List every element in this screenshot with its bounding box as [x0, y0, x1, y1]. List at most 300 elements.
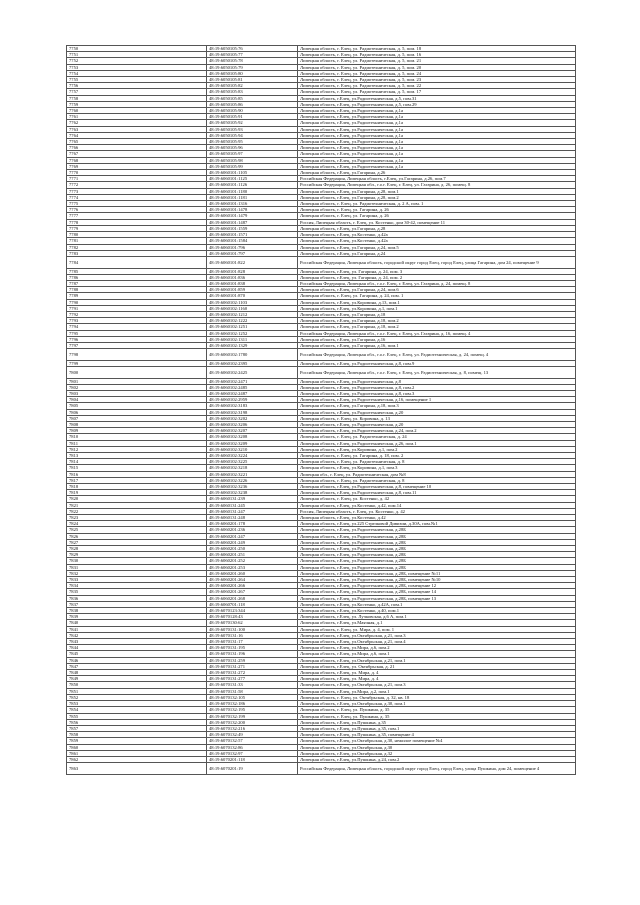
address-cell: Липецкая область, г.Елец, ул.Коровина, д.13, пом.1 [298, 299, 576, 305]
address-cell: Липецкая область, г.Елец, ул.Радиотехническая, д.28Б [298, 564, 576, 570]
row-number-cell: 7769 [67, 163, 207, 169]
row-number-cell: 7793 [67, 318, 207, 324]
row-number-cell: 7831 [67, 564, 207, 570]
address-cell: Липецкая область, г.Елец, ул.Радиотехническая, д.1а [298, 120, 576, 126]
address-cell: Липецкая область, г.Елец, ул.Гагарина, д.26 [298, 170, 576, 176]
cadastral-number-cell: 48:19:6060102:1212 [207, 311, 298, 317]
cadastral-number-cell: 48:19:6060102:2425 [207, 366, 298, 378]
address-cell: Липецкая область, г.Елец, ул.Радиотехническая, д.20 [298, 421, 576, 427]
row-number-cell: 7804 [67, 397, 207, 403]
row-number-cell: 7805 [67, 403, 207, 409]
cadastral-number-cell: 48:19:6060201:247 [207, 533, 298, 539]
address-cell: Липецкая область, г. Елец, ул. Пушкина, д. 35 [298, 713, 576, 719]
address-cell: Липецкая область, г.Елец, ул.Радиотехническая, д.20 [298, 409, 576, 415]
row-number-cell: 7779 [67, 225, 207, 231]
row-number-cell: 7811 [67, 440, 207, 446]
cadastral-number-cell: 48:19:6070131:100 [207, 626, 298, 632]
cadastral-number-cell: 48:19:6060101:1126 [207, 182, 298, 188]
address-cell: Липецкая область, г. Елец, ул. Радиотехническая, д. 5, пом. 21 [298, 58, 576, 64]
cadastral-number-cell: 48:19:6060102:3225 [207, 459, 298, 465]
cadastral-number-cell: 48:19:6050105:93 [207, 126, 298, 132]
cadastral-number-cell: 48:19:6060102:3206 [207, 421, 298, 427]
cadastral-number-cell: 48:19:6060102:3218 [207, 465, 298, 471]
cadastral-number-cell: 48:19:6070201:118 [207, 756, 298, 762]
cadastral-number-cell: 48:19:6050105:83 [207, 89, 298, 95]
cadastral-number-cell: 48:19:6060101:870 [207, 293, 298, 299]
row-number-cell: 7861 [67, 750, 207, 756]
row-number-cell: 7763 [67, 126, 207, 132]
cadastral-number-cell: 48:19:6060101:838 [207, 280, 298, 286]
row-number-cell: 7750 [67, 46, 207, 52]
cadastral-number-cell: 48:19:6060201:250 [207, 546, 298, 552]
cadastral-number-cell: 48:19:6070131:272 [207, 670, 298, 676]
row-number-cell: 7778 [67, 219, 207, 225]
cadastral-number-cell: 48:19:6050105:99 [207, 163, 298, 169]
address-cell: Липецкая область, г.Елец, ул.Коровина, д.1, пом.1 [298, 305, 576, 311]
row-number-cell: 7847 [67, 663, 207, 669]
row-number-cell: 7798 [67, 349, 207, 361]
cadastral-number-cell: 48:19:6060101:797 [207, 250, 298, 256]
address-cell: Липецкая область, г.Елец, ул.Радиотехническая, д.1а [298, 132, 576, 138]
address-cell: Липецкая область, г. Елец, ул. Радиотехническая, д. 5, пом. 16 [298, 52, 576, 58]
address-cell: Липецкая область, г.Елец, ул.Гагарина, д.16 [298, 336, 576, 342]
address-cell: Липецкая область, г.Елец, ул.Радиотехническая, д.8, пом.11 [298, 490, 576, 496]
row-number-cell: 7845 [67, 651, 207, 657]
row-number-cell: 7863 [67, 763, 207, 775]
row-number-cell: 7766 [67, 145, 207, 151]
row-number-cell: 7754 [67, 70, 207, 76]
address-cell: Липецкая область, г.Елец, ул.Гагарина, д.18, пом.2 [298, 324, 576, 330]
row-number-cell: 7775 [67, 201, 207, 207]
row-number-cell: 7801 [67, 378, 207, 384]
cadastral-number-cell: 48:19:6060101:796 [207, 244, 298, 250]
address-cell: Липецкая область, г.Елец, ул.Гагарина, д.16, пом.1 [298, 342, 576, 348]
table-row [67, 256, 576, 268]
row-number-cell: 7777 [67, 213, 207, 219]
row-number-cell: 7767 [67, 151, 207, 157]
address-cell: Российская Федерация, Липецкая обл., г.о.г. Елец, г. Елец, ул. Гагарина, д. 24, помещ. 8 [298, 280, 576, 286]
address-cell: Липецкая область, г.Елец, ул.Пушкина, д.35 [298, 719, 576, 725]
cadastral-number-cell: 48:19:6060102:2487 [207, 390, 298, 396]
row-number-cell: 7818 [67, 483, 207, 489]
address-cell: Липецкая область, г.Елец, ул.Радиотехническая, д.28Б [298, 558, 576, 564]
cadastral-number-cell: 48:19:6070131:277 [207, 676, 298, 682]
cadastral-number-cell: 48:19:6060102:2471 [207, 378, 298, 384]
address-cell: Липецкая область, г.Елец, ул.Радиотехническая, д.28Б, помещение 13 [298, 595, 576, 601]
address-cell: Липецкая область, г.Елец, ул.Радиотехническая, д.8 [298, 378, 576, 384]
cadastral-number-cell: 48:19:6060102:1251 [207, 324, 298, 330]
row-number-cell: 7792 [67, 311, 207, 317]
row-number-cell: 7776 [67, 207, 207, 213]
row-number-cell: 7846 [67, 657, 207, 663]
row-number-cell: 7825 [67, 527, 207, 533]
row-number-cell: 7812 [67, 446, 207, 452]
cadastral-number-cell: 48:19:6060102:3226 [207, 477, 298, 483]
address-cell: Липецкая обл., г. Елец, ул. Радиотехническая, дом №8 [298, 471, 576, 477]
row-number-cell: 7795 [67, 330, 207, 336]
cadastral-number-cell: 48:19:6060102:1252 [207, 330, 298, 336]
cadastral-number-cell: 48:19:6060102:3183 [207, 403, 298, 409]
address-cell: Липецкая область, г.Елец, ул.Мира, д.6, пом.2 [298, 645, 576, 651]
cadastral-number-cell: 48:19:6060102:3207 [207, 428, 298, 434]
address-cell: Липецкая область, г.Елец, ул.Радиотехническая, д.1а [298, 151, 576, 157]
cadastral-number-cell: 48:19:6070131:271 [207, 663, 298, 669]
cadastral-number-cell: 48:19:6070131:17 [207, 639, 298, 645]
cadastral-number-cell: 48:19:6070132:97 [207, 750, 298, 756]
row-number-cell: 7789 [67, 293, 207, 299]
row-number-cell: 7786 [67, 274, 207, 280]
cadastral-number-cell: 48:19:6050105:78 [207, 58, 298, 64]
cadastral-number-cell: 48:19:6060102:3198 [207, 409, 298, 415]
cadastral-number-cell: 48:19:6060102:2959 [207, 397, 298, 403]
row-number-cell: 7807 [67, 415, 207, 421]
cadastral-number-cell: 48:19:6070201:19 [207, 763, 298, 775]
row-number-cell: 7788 [67, 287, 207, 293]
cadastral-number-cell: 48:19:6070132:57 [207, 738, 298, 744]
row-number-cell: 7772 [67, 182, 207, 188]
cadastral-number-cell: 48:19:6060101:836 [207, 274, 298, 280]
row-number-cell: 7819 [67, 490, 207, 496]
row-number-cell: 7808 [67, 421, 207, 427]
address-cell: Липецкая область, г.Елец, ул.Маячная, д.1 [298, 620, 576, 626]
row-number-cell: 7837 [67, 601, 207, 607]
cadastral-number-cell: 48:19:6060201:178 [207, 521, 298, 527]
cadastral-number-cell: 48:19:6060101:1105 [207, 170, 298, 176]
cadastral-number-cell: 48:19:6060102:1160 [207, 305, 298, 311]
address-cell: Липецкая область, г.Елец, ул.Радиотехническая, д.1а [298, 139, 576, 145]
cadastral-number-cell: 48:19:6050105:82 [207, 83, 298, 89]
address-cell: Липецкая область, г.Елец, ул.Радиотехническая, д.5, пом.29 [298, 101, 576, 107]
address-cell: Липецкая область, г.Елец, ул.Пушкина, д.24, пом.2 [298, 756, 576, 762]
row-number-cell: 7817 [67, 477, 207, 483]
row-number-cell: 7759 [67, 101, 207, 107]
registry-table-body [67, 46, 576, 775]
row-number-cell: 7815 [67, 465, 207, 471]
cadastral-number-cell: 48:19:6060101:859 [207, 287, 298, 293]
address-cell: Российская Федерация, Липецкая область, городской округ город Елец, город Елец, улица Пушкина, дом 24, помещение 4 [298, 763, 576, 775]
cadastral-number-cell: 48:19:6070132:216 [207, 725, 298, 731]
address-cell: Липецкая область, г. Елец, ул. Радиотехническая, д. 5, пом. 24 [298, 70, 576, 76]
row-number-cell: 7752 [67, 58, 207, 64]
row-number-cell: 7835 [67, 589, 207, 595]
row-number-cell: 7770 [67, 170, 207, 176]
row-number-cell: 7859 [67, 738, 207, 744]
address-cell: Липецкая область, г.Елец, ул.Пушкина, д.35, пом.1 [298, 725, 576, 731]
address-cell: Россия, Липецкая область, г. Елец, ул. Костенко, дом 30-42, помещение 11 [298, 219, 576, 225]
cadastral-number-cell: 48:19:6070132:199 [207, 713, 298, 719]
cadastral-number-cell: 48:19:6070132:186 [207, 701, 298, 707]
cadastral-number-cell: 48:19:6060102:1222 [207, 318, 298, 324]
row-number-cell: 7820 [67, 496, 207, 502]
row-number-cell: 7850 [67, 682, 207, 688]
address-cell: Российская Федерация, Липецкая обл., г.о.г. Елец, г. Елец, ул. Радиотехническая, д. 8, помещ. 13 [298, 366, 576, 378]
address-cell: Липецкая область, г.Елец, ул.Октябрьская, д.21, пом.1 [298, 657, 576, 663]
cadastral-number-cell: 48:19:6050105:81 [207, 77, 298, 83]
cadastral-number-cell: 48:19:6050105:96 [207, 145, 298, 151]
address-cell: Липецкая область, г. Елец, ул. Пушкина, д. 35 [298, 707, 576, 713]
cadastral-number-cell: 48:19:6060102:3238 [207, 490, 298, 496]
address-cell: Липецкая область, г.Елец, ул.Радиотехническая, д.1а [298, 126, 576, 132]
cadastral-number-cell: 48:19:6060201:266 [207, 583, 298, 589]
row-number-cell: 7848 [67, 670, 207, 676]
address-cell: Липецкая область, г.Елец, ул.Гагарина, д.18 [298, 311, 576, 317]
address-cell: Липецкая область, г.Елец, ул.Радиотехническая, д.1а [298, 157, 576, 163]
row-number-cell: 7758 [67, 95, 207, 101]
cadastral-number-cell: 48:19:6060102:1311 [207, 336, 298, 342]
cadastral-number-cell: 48:19:6060101:828 [207, 268, 298, 274]
cadastral-number-cell: 48:19:6060102:3210 [207, 446, 298, 452]
cadastral-number-cell: 48:19:6060101:822 [207, 256, 298, 268]
address-cell: Липецкая область, г.Елец, ул.Радиотехническая, д.28Б, помещение 12 [298, 583, 576, 589]
cadastral-number-cell: 48:19:6050105:92 [207, 120, 298, 126]
cadastral-number-cell: 48:19:6060201:236 [207, 527, 298, 533]
cadastral-number-cell: 48:19:6060102:1780 [207, 349, 298, 361]
row-number-cell: 7753 [67, 64, 207, 70]
cadastral-number-cell: 48:19:6070128:43 [207, 614, 298, 620]
address-cell: Липецкая область, г. Елец, ул. Радиотехническая, д. 8 [298, 459, 576, 465]
address-cell: Липецкая область, г. Елец, ул. Радиотехническая, д. 2 А, пом. 1 [298, 201, 576, 207]
row-number-cell: 7762 [67, 120, 207, 126]
address-cell: Липецкая область, г. Елец, ул. Радиотехническая, д. 5, пом. 23 [298, 77, 576, 83]
row-number-cell: 7836 [67, 595, 207, 601]
row-number-cell: 7813 [67, 452, 207, 458]
row-number-cell: 7857 [67, 725, 207, 731]
address-cell: Липецкая область, г.Елец, ул.Гагарина, д.28, пом.1 [298, 188, 576, 194]
row-number-cell: 7800 [67, 366, 207, 378]
row-number-cell: 7806 [67, 409, 207, 415]
row-number-cell: 7803 [67, 390, 207, 396]
address-cell: Липецкая область, г. Елец, ул. Гагарина, д. 24, пом. 1 [298, 293, 576, 299]
row-number-cell: 7774 [67, 194, 207, 200]
registry-table [66, 45, 576, 775]
cadastral-number-cell: 48:19:6070131:196 [207, 651, 298, 657]
registry-table-wrapper [66, 45, 575, 775]
address-cell: Липецкая область, г.Елец, ул.Коровина, д.1, пом.2 [298, 446, 576, 452]
cadastral-number-cell: 48:19:6060101:1571 [207, 232, 298, 238]
table-row [67, 763, 576, 775]
cadastral-number-cell: 48:19:6060102:3224 [207, 452, 298, 458]
cadastral-number-cell: 48:19:6050105:95 [207, 139, 298, 145]
row-number-cell: 7764 [67, 132, 207, 138]
address-cell: Липецкая область, г.Елец, ул.Радиотехническая, д.28Б [298, 527, 576, 533]
address-cell: Липецкая область, г.Елец, ул.Мира, д.2, пом.1 [298, 688, 576, 694]
cadastral-number-cell: 48:19:6060201:260 [207, 570, 298, 576]
row-number-cell: 7833 [67, 577, 207, 583]
address-cell: Липецкая область, г.Елец, ул.Радиотехническая, д.28Б, помещение №10 [298, 577, 576, 583]
row-number-cell: 7809 [67, 428, 207, 434]
address-cell: Липецкая область, г.Елец, ул. Мира, д. 4 [298, 676, 576, 682]
row-number-cell: 7824 [67, 521, 207, 527]
address-cell: Российская Федерация, Липецкая область, городской округ город Елец, город Елец, улица Гагарина, дом 24, помещение 9 [298, 256, 576, 268]
address-cell: Липецкая область, г.Елец, ул.Радиотехническая, д.1а [298, 114, 576, 120]
cadastral-number-cell: 48:19:6070132:200 [207, 719, 298, 725]
cadastral-number-cell: 48:19:6070132:195 [207, 707, 298, 713]
cadastral-number-cell: 48:19:6050105:79 [207, 64, 298, 70]
address-cell: Липецкая область, г.Елец, ул.Радиотехническая, д.5, пом.31 [298, 95, 576, 101]
row-number-cell: 7821 [67, 502, 207, 508]
row-number-cell: 7760 [67, 108, 207, 114]
address-cell: Липецкая область, г.Елец, ул.Гагарина, д.18, пом.2 [298, 318, 576, 324]
cadastral-number-cell: 48:19:6070131:259 [207, 657, 298, 663]
row-number-cell: 7851 [67, 688, 207, 694]
row-number-cell: 7832 [67, 570, 207, 576]
cadastral-number-cell: 48:19:6070132:105 [207, 694, 298, 700]
address-cell: Липецкая область, г.Елец, ул. Октябрьская, д. 21 [298, 663, 576, 669]
address-cell: Липецкая область, г.Елец, ул.Радиотехническая, д.26, пом.1 [298, 440, 576, 446]
row-number-cell: 7773 [67, 188, 207, 194]
address-cell: Липецкая область, г. Елец, ул. Октябрьская, д. 32, кв. 18 [298, 694, 576, 700]
address-cell: Липецкая область, г.Елец, ул.Октябрьская, д.32 [298, 750, 576, 756]
row-number-cell: 7816 [67, 471, 207, 477]
address-cell: Липецкая область, г.Елец, ул.Октябрьская, д.30 [298, 744, 576, 750]
address-cell: Липецкая область, г.Елец, ул.Костенко, д.42 [298, 515, 576, 521]
cadastral-number-cell: 48:19:6060102:3236 [207, 483, 298, 489]
row-number-cell: 7849 [67, 676, 207, 682]
row-number-cell: 7844 [67, 645, 207, 651]
row-number-cell: 7814 [67, 459, 207, 465]
cadastral-number-cell: 48:19:6050105:80 [207, 70, 298, 76]
row-number-cell: 7761 [67, 114, 207, 120]
cadastral-number-cell: 48:19:6060101:1559 [207, 225, 298, 231]
table-row [67, 349, 576, 361]
cadastral-number-cell: 48:19:6060101:1478 [207, 207, 298, 213]
cadastral-number-cell: 48:19:6060131:247 [207, 508, 298, 514]
address-cell: Липецкая область, г.Елец, ул.Радиотехническая, д.8, помещение 10 [298, 483, 576, 489]
address-cell: Липецкая область, г.Елец, ул.Гагарина, д.28, пом.2 [298, 194, 576, 200]
address-cell: Липецкая область, г. Елец, ул. Гагарина, д. 18, пом. 2 [298, 452, 576, 458]
address-cell: Липецкая область, г.Елец, ул.Октябрьская, д.21, пом.3 [298, 632, 576, 638]
row-number-cell: 7782 [67, 244, 207, 250]
cadastral-number-cell: 48:19:6070131:33 [207, 682, 298, 688]
cadastral-number-cell: 48:19:6050105:90 [207, 108, 298, 114]
address-cell: Липецкая область, г.Елец, ул.Гагарина, д.24, пом.5 [298, 244, 576, 250]
address-cell: Липецкая область, г.Елец, ул.Октябрьская, д.30, нежилое помещение №4 [298, 738, 576, 744]
row-number-cell: 7843 [67, 639, 207, 645]
address-cell: Липецкая область, г.Елец, ул.Костенко, д.42, пом.14 [298, 502, 576, 508]
address-cell: Липецкая область, г.Елец, ул.Радиотехническая, д.1а [298, 163, 576, 169]
row-number-cell: 7852 [67, 694, 207, 700]
address-cell: Российская Федерация, Липецкая обл., г.о.г. Елец, г. Елец, ул. Гагарина, д. 16, помещ. 4 [298, 330, 576, 336]
cadastral-number-cell: 48:19:6050105:91 [207, 114, 298, 120]
address-cell: Липецкая область, г.Елец, ул.Коровина, д.1, пом.3 [298, 465, 576, 471]
row-number-cell: 7823 [67, 515, 207, 521]
address-cell: Липецкая область, г. Елец, ул. Радиотехническая, д. 5, пом. 18 [298, 46, 576, 52]
row-number-cell: 7830 [67, 558, 207, 564]
address-cell: Липецкая область, г.Елец, ул.Радиотехническая, д.16, помещение 1 [298, 397, 576, 403]
address-cell: Липецкая область, г.Елец, ул.Радиотехническая, д.28Б, помещение 14 [298, 589, 576, 595]
row-number-cell: 7834 [67, 583, 207, 589]
address-cell: Липецкая область, г.Елец, ул.225 Стрелковой Дивизии, д.30А, пом.№1 [298, 521, 576, 527]
address-cell: Липецкая область, г. Елец, ул. Радиотехническая, д. 5, пом. 22 [298, 83, 576, 89]
row-number-cell: 7802 [67, 384, 207, 390]
row-number-cell: 7784 [67, 256, 207, 268]
row-number-cell: 7829 [67, 552, 207, 558]
cadastral-number-cell: 48:19:6060101:1180 [207, 188, 298, 194]
table-row [67, 366, 576, 378]
address-cell: Липецкая область, г. Елец, ул. Коровина, д. 13 [298, 415, 576, 421]
address-cell: Липецкая область, г.Елец, ул.Радиотехническая, д.8, пом.2 [298, 384, 576, 390]
row-number-cell: 7858 [67, 732, 207, 738]
cadastral-number-cell: 48:19:6060102:2395 [207, 360, 298, 366]
row-number-cell: 7781 [67, 238, 207, 244]
cadastral-number-cell: 48:19:6070123:344 [207, 608, 298, 614]
address-cell: Липецкая область, г. Елец, ул. Гагарина, д. 26 [298, 207, 576, 213]
row-number-cell: 7756 [67, 83, 207, 89]
cadastral-number-cell: 48:19:6070131:195 [207, 645, 298, 651]
cadastral-number-cell: 48:19:6060131:248 [207, 515, 298, 521]
cadastral-number-cell: 48:19:6060102:3221 [207, 471, 298, 477]
row-number-cell: 7828 [67, 546, 207, 552]
row-number-cell: 7839 [67, 614, 207, 620]
row-number-cell: 7862 [67, 756, 207, 762]
address-cell: Липецкая область, г.Елец, ул.Радиотехническая, д.28Б [298, 533, 576, 539]
cadastral-number-cell: 48:19:6070132:86 [207, 744, 298, 750]
address-cell: Липецкая область, г.Елец, ул.Костенко, д.42А, пом.1 [298, 601, 576, 607]
address-cell: Липецкая область, г. Елец, ул. Гагарина, д. 26 [298, 213, 576, 219]
row-number-cell: 7794 [67, 324, 207, 330]
cadastral-number-cell: 48:19:6060201:268 [207, 595, 298, 601]
row-number-cell: 7787 [67, 280, 207, 286]
cadastral-number-cell: 48:19:6050105:85 [207, 95, 298, 101]
row-number-cell: 7842 [67, 632, 207, 638]
row-number-cell: 7854 [67, 707, 207, 713]
row-number-cell: 7796 [67, 336, 207, 342]
address-cell: Липецкая область, г.Елец, ул.Мира, д.6, пом.1 [298, 651, 576, 657]
address-cell: Российская Федерация, Липецкая обл., г.о.г. Елец, г. Елец, ул. Гагарина, д. 26, помещ. 8 [298, 182, 576, 188]
row-number-cell: 7751 [67, 52, 207, 58]
cadastral-number-cell: 48:19:6050105:86 [207, 101, 298, 107]
cadastral-number-cell: 48:19:6050105:98 [207, 157, 298, 163]
address-cell: Липецкая область, г.Елец, ул.Радиотехническая, д.28Б [298, 546, 576, 552]
cadastral-number-cell: 48:19:6050105:77 [207, 52, 298, 58]
cadastral-number-cell: 48:19:6050105:94 [207, 132, 298, 138]
row-number-cell: 7841 [67, 626, 207, 632]
cadastral-number-cell: 48:19:6060101:1316 [207, 201, 298, 207]
address-cell: Липецкая область, г. Елец, ул. Радиотехническая, д. 5, пом. 17 [298, 89, 576, 95]
row-number-cell: 7771 [67, 176, 207, 182]
row-number-cell: 7790 [67, 299, 207, 305]
address-cell: Российская Федерация, Липецкая обл., г.о.г. Елец, г. Елец, ул. Радиотехническая, д. 24, помещ. 4 [298, 349, 576, 361]
cadastral-number-cell: 48:19:6050105:97 [207, 151, 298, 157]
address-cell: Липецкая область, г. Елец, ул. Радиотехническая, д. 24 [298, 434, 576, 440]
address-cell: Липецкая область, г.Елец, ул.Костенко, д.40, пом.1 [298, 608, 576, 614]
cadastral-number-cell: 48:19:6060201:253 [207, 564, 298, 570]
cadastral-number-cell: 48:19:6060101:1584 [207, 238, 298, 244]
cadastral-number-cell: 48:19:6060102:3208 [207, 434, 298, 440]
address-cell: Липецкая область, г.Елец, ул.Радиотехническая, д.28Б [298, 552, 576, 558]
address-cell: Липецкая область, г.Елец, ул.Гагарина, д.28 [298, 225, 576, 231]
row-number-cell: 7799 [67, 360, 207, 366]
address-cell: Российская Федерация, Липецкая область, г.Елец, ул.Гагарина, д.26, пом.7 [298, 176, 576, 182]
row-number-cell: 7757 [67, 89, 207, 95]
cadastral-number-cell: 48:19:6070131:16 [207, 632, 298, 638]
address-cell: Липецкая область, г.Елец, ул. Мира, д. 4 [298, 670, 576, 676]
cadastral-number-cell: 48:19:6070130:62 [207, 620, 298, 626]
row-number-cell: 7856 [67, 719, 207, 725]
cadastral-number-cell: 48:19:6060131:239 [207, 496, 298, 502]
address-cell: Липецкая область, г.Елец, ул.Радиотехническая, д.1а [298, 108, 576, 114]
address-cell: Липецкая область, г.Елец, ул.Радиотехническая, д.24, пом.2 [298, 428, 576, 434]
row-number-cell: 7838 [67, 608, 207, 614]
row-number-cell: 7791 [67, 305, 207, 311]
address-cell: Липецкая область, г. Елец, ул. Мира, д. 4, пом. 1 [298, 626, 576, 632]
cadastral-number-cell: 48:19:6060102:1103 [207, 299, 298, 305]
address-cell: Липецкая область, г.Елец, ул.Радиотехническая, д.28Б, помещение №11 [298, 570, 576, 576]
cadastral-number-cell: 48:19:6060101:1479 [207, 213, 298, 219]
cadastral-number-cell: 48:19:6060201:267 [207, 589, 298, 595]
row-number-cell: 7765 [67, 139, 207, 145]
address-cell: Липецкая область, г.Елец, ул.Костенко, д.42а [298, 238, 576, 244]
